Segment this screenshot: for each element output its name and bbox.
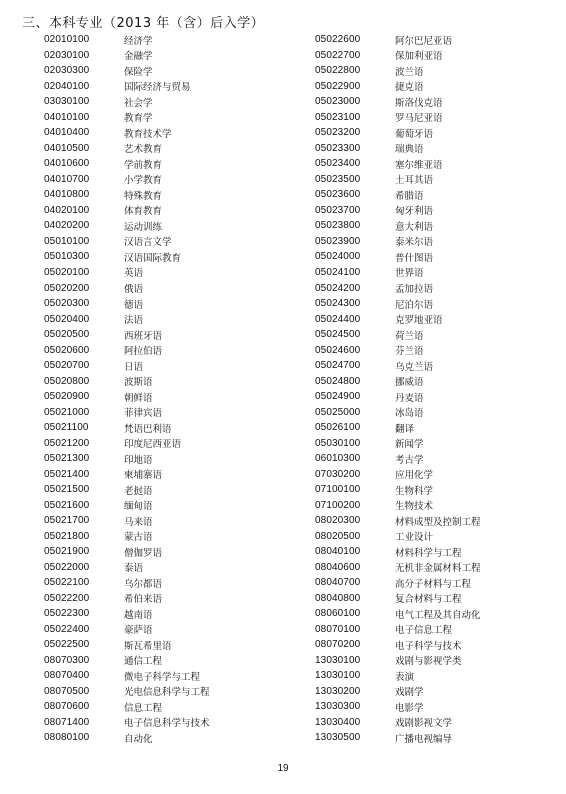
major-code: 05022500 [44,639,90,651]
major-code: 04010100 [44,111,90,123]
major-code: 05020200 [44,282,90,294]
major-row [44,544,210,560]
major-row [315,653,481,669]
major-name: 印地语 [124,454,153,466]
major-code: 08070500 [44,685,90,697]
major-name: 高分子材料与工程 [395,578,472,590]
major-code: 05021800 [44,530,90,542]
major-row [315,404,481,420]
major-name: 马来语 [124,516,153,528]
major-name: 教育学 [124,113,153,125]
major-row [315,591,481,607]
major-code: 05020900 [44,391,90,403]
major-name: 柬埔寨语 [124,470,163,482]
major-row [315,48,481,64]
major-name: 菲律宾语 [124,408,163,420]
major-name: 体育教育 [124,206,163,218]
major-code: 07030200 [315,468,361,480]
major-name: 罗马尼亚语 [395,113,443,125]
major-row [315,358,481,374]
major-row [315,575,481,591]
major-name: 土耳其语 [395,175,434,187]
major-code: 13030500 [315,732,361,744]
major-name: 冰岛语 [395,408,424,420]
major-row [44,342,210,358]
major-row [44,94,210,110]
major-name: 乌尔都语 [124,578,163,590]
major-code: 05021300 [44,453,90,465]
major-row [315,125,481,141]
major-code: 02030300 [44,65,90,77]
major-row [44,172,210,188]
major-code: 03030100 [44,96,90,108]
major-row [315,451,481,467]
major-name: 自动化 [124,733,153,745]
major-code: 08070300 [44,654,90,666]
major-name: 戏剧与影视学类 [395,656,462,668]
major-row [315,342,481,358]
major-name: 斯瓦希里语 [124,640,172,652]
major-row [315,327,481,343]
major-code: 04010500 [44,142,90,154]
major-row [44,668,210,684]
major-name: 运动训练 [124,221,163,233]
major-code: 05022300 [44,608,90,620]
major-code: 04010400 [44,127,90,139]
major-name: 汉语国际教育 [124,252,182,264]
major-code: 02040100 [44,80,90,92]
major-code: 13030300 [315,701,361,713]
major-row [44,110,210,126]
major-row [44,79,210,95]
major-name: 西班牙语 [124,330,163,342]
major-name: 无机非金属材料工程 [395,563,481,575]
major-name: 应用化学 [395,470,434,482]
major-row [44,560,210,576]
major-name: 印度尼西亚语 [124,439,182,451]
major-name: 金融学 [124,51,153,63]
major-row [44,48,210,64]
major-row [315,141,481,157]
major-code: 13030200 [315,685,361,697]
major-name: 保加利亚语 [395,51,443,63]
major-code: 04020200 [44,220,90,232]
major-row [315,110,481,126]
major-code: 04010600 [44,158,90,170]
major-name: 阿拉伯语 [124,346,163,358]
major-row [44,389,210,405]
major-name: 葡萄牙语 [395,128,434,140]
major-row [44,32,210,48]
major-code: 05023700 [315,204,361,216]
major-row [315,606,481,622]
major-name: 电子信息科学与技术 [124,718,210,730]
major-code: 05022400 [44,623,90,635]
major-code: 07100100 [315,484,361,496]
major-code: 05022100 [44,577,90,589]
major-name: 孟加拉语 [395,284,434,295]
major-row [44,606,210,622]
major-name: 材料科学与工程 [395,547,462,559]
major-name: 梵语巴利语 [124,423,172,435]
major-row [315,203,481,219]
major-code: 08040600 [315,561,361,573]
major-code: 08040100 [315,546,361,558]
major-row [44,466,210,482]
major-name: 朝鲜语 [124,392,153,404]
major-row [315,715,481,731]
right-column-list [315,32,481,746]
major-code: 05020600 [44,344,90,356]
major-code: 07100200 [315,499,361,511]
major-row [44,420,210,436]
major-name: 生物技术 [395,501,434,513]
major-name: 希伯来语 [124,594,163,606]
major-row [315,466,481,482]
major-row [44,373,210,389]
major-code: 05024500 [315,329,361,341]
major-name: 翻译 [395,423,415,435]
major-row [44,218,210,234]
major-code: 08020300 [315,515,361,527]
major-code: 05023500 [315,173,361,185]
major-code: 05022600 [315,34,361,46]
page-number: 19 [277,763,289,774]
major-name: 丹麦语 [395,392,424,404]
major-code: 05021100 [44,422,89,434]
major-code: 04010700 [44,173,90,185]
major-code: 05024800 [315,375,361,387]
major-row [44,234,210,250]
major-row [44,653,210,669]
major-row [44,622,210,638]
major-row [44,637,210,653]
left-column-list [44,32,210,746]
major-row [44,187,210,203]
major-code: 05021500 [44,484,90,496]
major-code: 08071400 [44,716,90,728]
major-row [44,451,210,467]
major-row [44,591,210,607]
major-row [44,296,210,312]
major-row [44,497,210,513]
major-name: 越南语 [124,609,153,621]
major-code: 05020100 [44,266,90,278]
major-name: 法语 [124,315,144,327]
major-row [315,637,481,653]
major-name: 工业设计 [395,532,434,544]
major-row [315,544,481,560]
major-code: 05023900 [315,235,361,247]
major-name: 社会学 [124,97,153,109]
major-code: 05024700 [315,360,361,372]
major-code: 04020100 [44,204,90,216]
major-name: 经济学 [124,35,153,47]
major-name: 缅甸语 [124,501,153,513]
major-row [315,187,481,203]
major-code: 05024000 [315,251,361,263]
major-row [44,141,210,157]
major-name: 芬兰语 [395,346,424,358]
major-name: 普什图语 [395,252,434,264]
major-code: 13030100 [315,670,361,682]
major-code: 05022000 [44,561,90,573]
major-name: 捷克语 [395,82,424,94]
major-name: 僧伽罗语 [124,547,163,559]
major-code: 05021000 [44,406,90,418]
major-name: 国际经济与贸易 [124,82,191,94]
major-name: 艺术教育 [124,144,163,156]
major-code: 05024100 [315,266,361,278]
major-code: 05024900 [315,391,361,403]
major-row [315,265,481,281]
major-name: 复合材料与工程 [395,594,462,606]
major-name: 电子信息工程 [395,625,453,637]
major-code: 05022800 [315,65,361,77]
major-name: 戏剧学 [395,687,424,699]
major-code: 05023100 [315,111,361,123]
major-code: 05024600 [315,344,361,356]
major-name: 汉语言文学 [124,237,172,249]
major-name: 新闻学 [395,439,424,451]
major-row [315,497,481,513]
major-row [315,156,481,172]
major-code: 05024200 [315,282,361,294]
major-row [44,327,210,343]
major-name: 斯洛伐克语 [395,97,443,109]
major-code: 05026100 [315,422,361,434]
major-code: 05023300 [315,142,361,154]
major-row [44,699,210,715]
major-code: 08070600 [44,701,90,713]
section-heading: 三、本科专业（2013 年（含）后入学） [22,16,265,31]
major-row [315,420,481,436]
major-row [315,63,481,79]
major-row [315,280,481,296]
major-name: 荷兰语 [395,330,424,342]
major-code: 02010100 [44,34,90,46]
major-code: 13030400 [315,716,361,728]
major-name: 电子科学与技术 [395,640,462,652]
major-name: 匈牙利语 [395,206,434,218]
major-name: 阿尔巴尼亚语 [395,35,453,47]
major-name: 信息工程 [124,702,163,714]
major-row [315,482,481,498]
major-row [315,730,481,746]
major-code: 05023800 [315,220,361,232]
major-row [315,529,481,545]
major-row [315,234,481,250]
major-code: 08020500 [315,530,361,542]
major-row [44,63,210,79]
major-name: 乌克兰语 [395,361,434,373]
major-code: 05010100 [44,235,90,247]
major-code: 05021400 [44,468,90,480]
major-row [44,249,210,265]
major-row [315,513,481,529]
major-row [44,265,210,281]
major-name: 尼泊尔语 [395,299,434,311]
major-name: 波兰语 [395,66,424,78]
major-code: 05022700 [315,49,361,61]
major-code: 05024400 [315,313,361,325]
major-name: 材料成型及控制工程 [395,516,481,528]
major-row [44,715,210,731]
major-row [315,94,481,110]
major-code: 05021900 [44,546,90,558]
major-code: 05022900 [315,80,361,92]
major-name: 克罗地亚语 [395,315,443,327]
major-name: 波斯语 [124,377,153,389]
major-row [315,32,481,48]
major-code: 08040700 [315,577,361,589]
major-name: 小学教育 [124,175,163,187]
major-code: 05020300 [44,298,90,310]
major-row [315,172,481,188]
major-row [315,218,481,234]
major-row [44,684,210,700]
major-name: 挪威语 [395,377,424,389]
major-name: 微电子科学与工程 [124,671,201,683]
major-code: 05023200 [315,127,361,139]
major-code: 05020400 [44,313,90,325]
major-row [44,529,210,545]
major-row [315,699,481,715]
major-code: 04010800 [44,189,90,201]
major-row [44,311,210,327]
major-name: 希腊语 [395,190,424,202]
major-row [44,575,210,591]
major-row [315,373,481,389]
major-row [44,404,210,420]
major-name: 保险学 [124,66,153,78]
major-code: 05020800 [44,375,90,387]
major-code: 06010300 [315,453,361,465]
major-name: 光电信息科学与工程 [124,687,210,699]
major-code: 05021600 [44,499,90,511]
major-name: 广播电视编导 [395,733,453,745]
major-name: 泰语 [124,563,144,575]
major-name: 豪萨语 [124,625,153,637]
major-code: 05025000 [315,406,361,418]
major-code: 13030100 [315,654,361,666]
major-row [315,296,481,312]
major-code: 05020500 [44,329,90,341]
major-name: 表演 [395,671,415,683]
major-code: 05022200 [44,592,90,604]
major-row [315,389,481,405]
major-code: 08070200 [315,639,361,651]
major-row [315,249,481,265]
major-name: 瑞典语 [395,144,424,156]
major-code: 05010300 [44,251,90,263]
major-row [315,622,481,638]
major-row [44,435,210,451]
major-row [44,513,210,529]
major-code: 08060100 [315,608,361,620]
major-name: 老挝语 [124,485,153,497]
major-name: 意大利语 [395,221,434,233]
major-code: 05030100 [315,437,361,449]
major-name: 通信工程 [124,656,163,668]
major-name: 泰米尔语 [395,237,434,249]
major-name: 特殊教育 [124,190,163,202]
major-name: 电气工程及其自动化 [395,609,481,621]
major-name: 学前教育 [124,159,163,171]
major-row [315,668,481,684]
major-code: 08070100 [315,623,361,635]
major-row [44,358,210,374]
major-name: 日语 [124,361,144,373]
major-name: 世界语 [395,268,424,280]
major-name: 德语 [124,299,144,311]
major-name: 蒙古语 [124,532,153,544]
major-row [315,560,481,576]
major-name: 电影学 [395,702,424,714]
major-row [315,684,481,700]
major-name: 俄语 [124,284,144,295]
major-row [44,482,210,498]
major-row [44,730,210,746]
major-code: 05020700 [44,360,90,372]
major-code: 05023000 [315,96,361,108]
major-row [44,125,210,141]
major-row [315,311,481,327]
major-code: 05024300 [315,298,361,310]
major-code: 05023600 [315,189,361,201]
major-code: 08070400 [44,670,90,682]
major-row [44,280,210,296]
major-name: 塞尔维亚语 [395,159,443,171]
major-row [44,203,210,219]
major-row [44,156,210,172]
major-code: 05021700 [44,515,90,527]
major-code: 08040800 [315,592,361,604]
major-code: 05021200 [44,437,90,449]
major-code: 08080100 [44,732,90,744]
major-name: 教育技术学 [124,128,172,140]
major-row [315,435,481,451]
major-row [315,79,481,95]
major-name: 考古学 [395,454,424,466]
major-name: 英语 [124,268,144,280]
major-name: 生物科学 [395,485,434,497]
major-code: 05023400 [315,158,361,170]
major-code: 02030100 [44,49,90,61]
major-name: 戏剧影视文学 [395,718,453,730]
